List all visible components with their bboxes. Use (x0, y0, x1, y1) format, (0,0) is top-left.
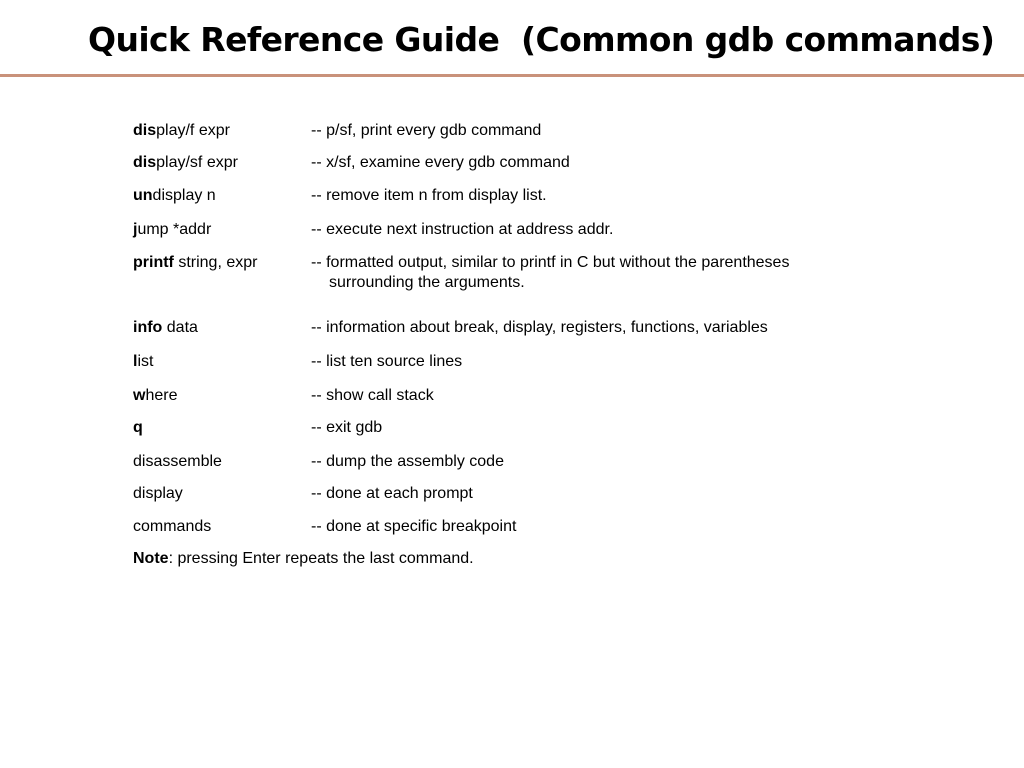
command-description: -- information about break, display, registers, functions, variables (311, 319, 768, 336)
command-name: display/f expr (133, 122, 230, 139)
note-body: : pressing Enter repeats the last command. (168, 550, 474, 567)
command-name: display/sf expr (133, 154, 238, 171)
command-description: -- remove item n from display list. (311, 187, 547, 204)
description-line-2: surrounding the arguments. (329, 274, 525, 291)
command-name: display (133, 485, 183, 502)
command-description: -- done at each prompt (311, 485, 473, 502)
command-description: -- show call stack (311, 387, 434, 404)
command-name: disassemble (133, 453, 222, 470)
command-description: -- exit gdb (311, 419, 383, 436)
command-name: jump *addr (133, 221, 212, 238)
description-line-1: -- formatted output, similar to printf in C but without the parentheses (311, 254, 790, 271)
command-description: -- dump the assembly code (311, 453, 504, 470)
slide-title: Quick Reference Guide (Common gdb commands) (88, 20, 995, 59)
command-description: -- execute next instruction at address addr. (311, 221, 614, 238)
command-name: list (133, 353, 154, 370)
note-text (133, 549, 474, 569)
command-description: -- x/sf, examine every gdb command (311, 154, 570, 171)
command-description: -- list ten source lines (311, 353, 463, 370)
command-name: undisplay n (133, 187, 216, 204)
command-name: info data (133, 319, 198, 336)
command-name: where (133, 387, 178, 404)
note-label: Note (133, 550, 169, 567)
command-description: -- done at specific breakpoint (311, 518, 517, 535)
command-description: -- p/sf, print every gdb command (311, 122, 542, 139)
command-name: commands (133, 518, 212, 535)
command-name: q (133, 419, 143, 436)
command-description (311, 253, 789, 293)
title-underline (0, 74, 1024, 77)
command-name: printf string, expr (133, 254, 258, 271)
